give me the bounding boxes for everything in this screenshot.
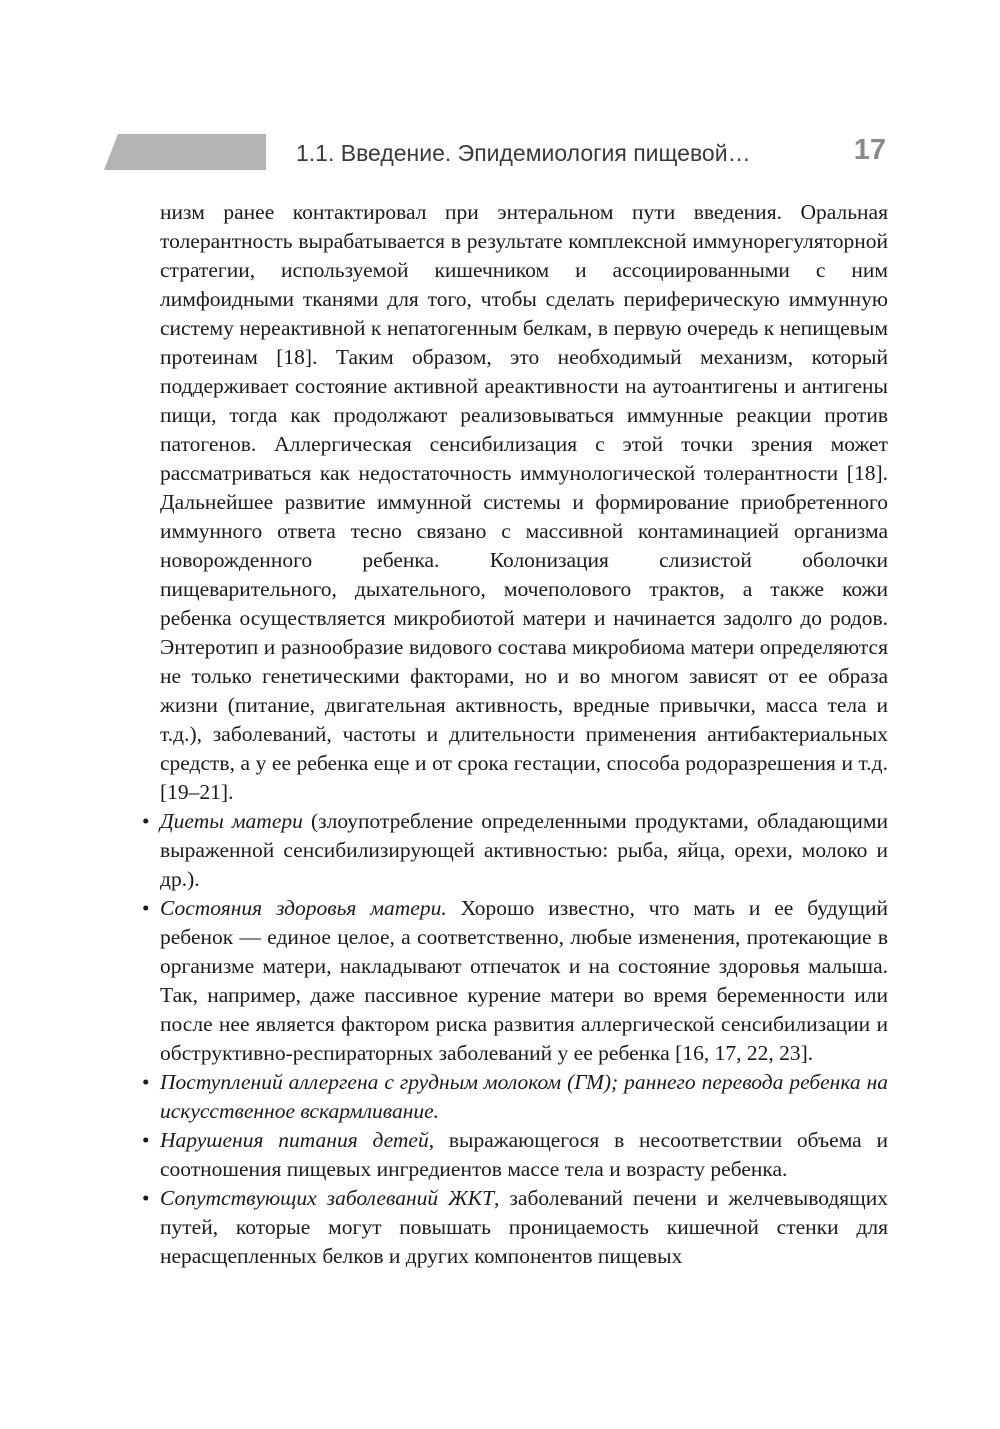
bullet-list bbox=[142, 807, 889, 1271]
bullet-emphasis: Поступлений аллергена с грудным молоком (ГМ); раннего перевода ребенка на искусственное вскармливание. bbox=[160, 1070, 888, 1123]
bullet-icon: • bbox=[142, 1128, 150, 1152]
bullet-emphasis: Состояния здоровья матери. bbox=[160, 896, 447, 920]
running-head-title: 1.1. Введение. Эпидемиология пищевой… bbox=[296, 140, 751, 166]
bullet-text: (злоупотребление определенными продуктами, обладающими выраженной сенсибилизирующей активностью: рыба, яйца, орехи, молоко и др.). bbox=[160, 809, 888, 891]
bullet-emphasis: Сопутствующих заболеваний ЖКТ bbox=[160, 1186, 495, 1210]
bullet-icon: • bbox=[142, 1186, 150, 1210]
bullet-icon: • bbox=[142, 1070, 150, 1094]
bullet-item-gi-diseases bbox=[142, 1184, 888, 1271]
bullet-item-child-nutrition bbox=[142, 1126, 888, 1184]
bullet-text: , выражающегося в несоответствии объема и соотношения пищевых ингредиентов массе тела и возрасту ребенка. bbox=[160, 1128, 888, 1181]
bullet-text: Хорошо известно, что мать и ее будущий ребенок — единое целое, а соответственно, любые изменения, протекающие в организме матери, накладывают отпечаток и на состояние здоровья малыша. Так, например, даже пассивное курение матери во время беременности или после нее является фактором риска развития аллергической сенсибилизации и обструктивно-респираторных заболеваний у ее ребенка [16, 17, 22, 23]. bbox=[160, 896, 889, 1065]
body-paragraph: низм ранее контактировал при энтеральном пути введения. Оральная толерантность вырабатывается в результате комплексной иммунорегуляторной стратегии, используемой кишечником и ассоциированными с ним лимфоидными тканями для того, чтобы сделать периферическую иммунную систему нереактивной к непатогенным белкам, в первую очередь к непищевым протеинам [18]. Таким образом, это необходимый механизм, который поддерживает состояние активной ареактивности на аутоантигены и антигены пищи, тогда как продолжают реализовываться иммунные реакции против патогенов. Аллергическая сенсибилизация с этой точки зрения может рассматриваться как недостаточность иммунологической толерантности [18]. Дальнейшее развитие иммунной системы и формирование приобретенного иммунного ответа тесно связано с массивной контаминацией организма новорожденного ребенка. Колонизация слизистой оболочки пищеварительного, дыхательного, мочеполового трактов, а также кожи ребенка осуществляется микробиотой матери и начинается задолго до родов. Энтеротип и разнообразие видового состава микробиома матери определяются не только генетическими факторами, но и во многом зависят от ее образа жизни (питание, двигательная активность, вредные привычки, масса тела и т.д.), заболеваний, частоты и длительности применения антибактериальных средств, а у ее ребенка еще и от срока гестации, способа родоразрешения и т.д. [19–21]. bbox=[160, 200, 888, 804]
bullet-item-mother-diet bbox=[142, 807, 888, 894]
page-number: 17 bbox=[853, 134, 886, 166]
bullet-item-mother-health bbox=[142, 894, 889, 1068]
bullet-emphasis: Нарушения питания детей bbox=[160, 1128, 429, 1152]
bullet-emphasis: Диеты матери bbox=[160, 809, 303, 833]
bullet-icon: • bbox=[142, 896, 150, 920]
bullet-text: , заболеваний печени и желчевыводящих путей, которые могут повышать проницаемость кишечной стенки для нерасщепленных белков и других компонентов пищевых bbox=[160, 1186, 888, 1268]
header-decorative-bar bbox=[104, 134, 266, 170]
bullet-item-breast-milk-allergen bbox=[142, 1068, 888, 1126]
bullet-icon: • bbox=[142, 809, 150, 833]
body-text bbox=[142, 198, 889, 1271]
